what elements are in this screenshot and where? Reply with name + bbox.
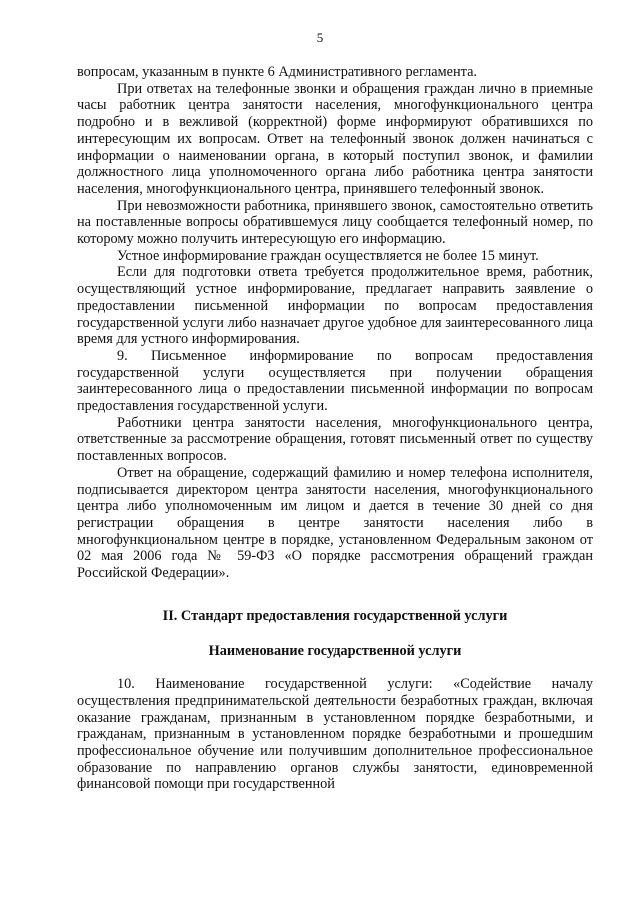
paragraph: 9. Письменное информирование по вопросам предоставления государственной услуги осуществляется при получении обращения заинтересованного лица о предоставлении письменной информации по вопросам предоставления государственной услуги. <box>77 347 593 415</box>
paragraph: При ответах на телефонные звонки и обращения граждан лично в приемные часы работник центра занятости населения, многофункционального центра подробно и в вежливой (корректной) форме информируют обратившихся по интересующим их вопросам. Ответ на телефонный звонок должен начинаться с информации о наименовании органа, в который поступил звонок, и фамилии должностного лица уполномоченного органа либо работника центра занятости населения, многофункционального центра, принявшего телефонный звонок. <box>77 80 593 197</box>
paragraph: При невозможности работника, принявшего звонок, самостоятельно ответить на поставленные вопросы обратившемуся лицу сообщается телефонный номер, по которому можно получить интересующую его информацию. <box>77 197 593 248</box>
paragraph: Ответ на обращение, содержащий фамилию и номер телефона исполнителя, подписывается директором центра занятости населения, многофункционального центра либо уполномоченным им лицом и дается в течение 30 дней со дня регистрации обращения в центре занятости населения либо в многофункциональном центре в порядке, установленном Федеральным законом от 02 мая 2006 года № 59-ФЗ «О порядке рассмотрения обращений граждан Российской Федерации». <box>77 464 593 582</box>
paragraph: Устное информирование граждан осуществляется не более 15 минут. <box>117 247 539 264</box>
paragraph: Работники центра занятости населения, многофункционального центра, ответственные за рассмотрение обращения, готовят письменный ответ по существу поставленных вопросов. <box>77 414 593 465</box>
paragraph: вопросам, указанным в пункте 6 Административного регламента. <box>77 64 478 80</box>
page-number: 5 <box>316 30 324 45</box>
paragraph: Если для подготовки ответа требуется продолжительное время, работник, осуществляющий устное информирование, предлагает направить заявление о предоставлении письменной информации по вопросам предоставления государственной услуги либо назначает другое удобное для заинтересованного лица время для устного информирования. <box>77 264 593 348</box>
subsection-heading: Наименование государственной услуги <box>208 642 462 659</box>
paragraph: 10. Наименование государственной услуги: «Содействие началу осуществления предпринимательской деятельности безработных граждан, включая оказание гражданам, признанным в установленном порядке безработными, и гражданам, признанным в установленном порядке безработными и прошедшим профессиональное обучение или получившим дополнительное профессиональное образование по направлению органов службы занятости, единовременной финансовой помощи при государственной <box>77 676 593 793</box>
document-body <box>77 64 593 793</box>
section-heading: II. Стандарт предоставления государственной услуги <box>162 607 508 624</box>
